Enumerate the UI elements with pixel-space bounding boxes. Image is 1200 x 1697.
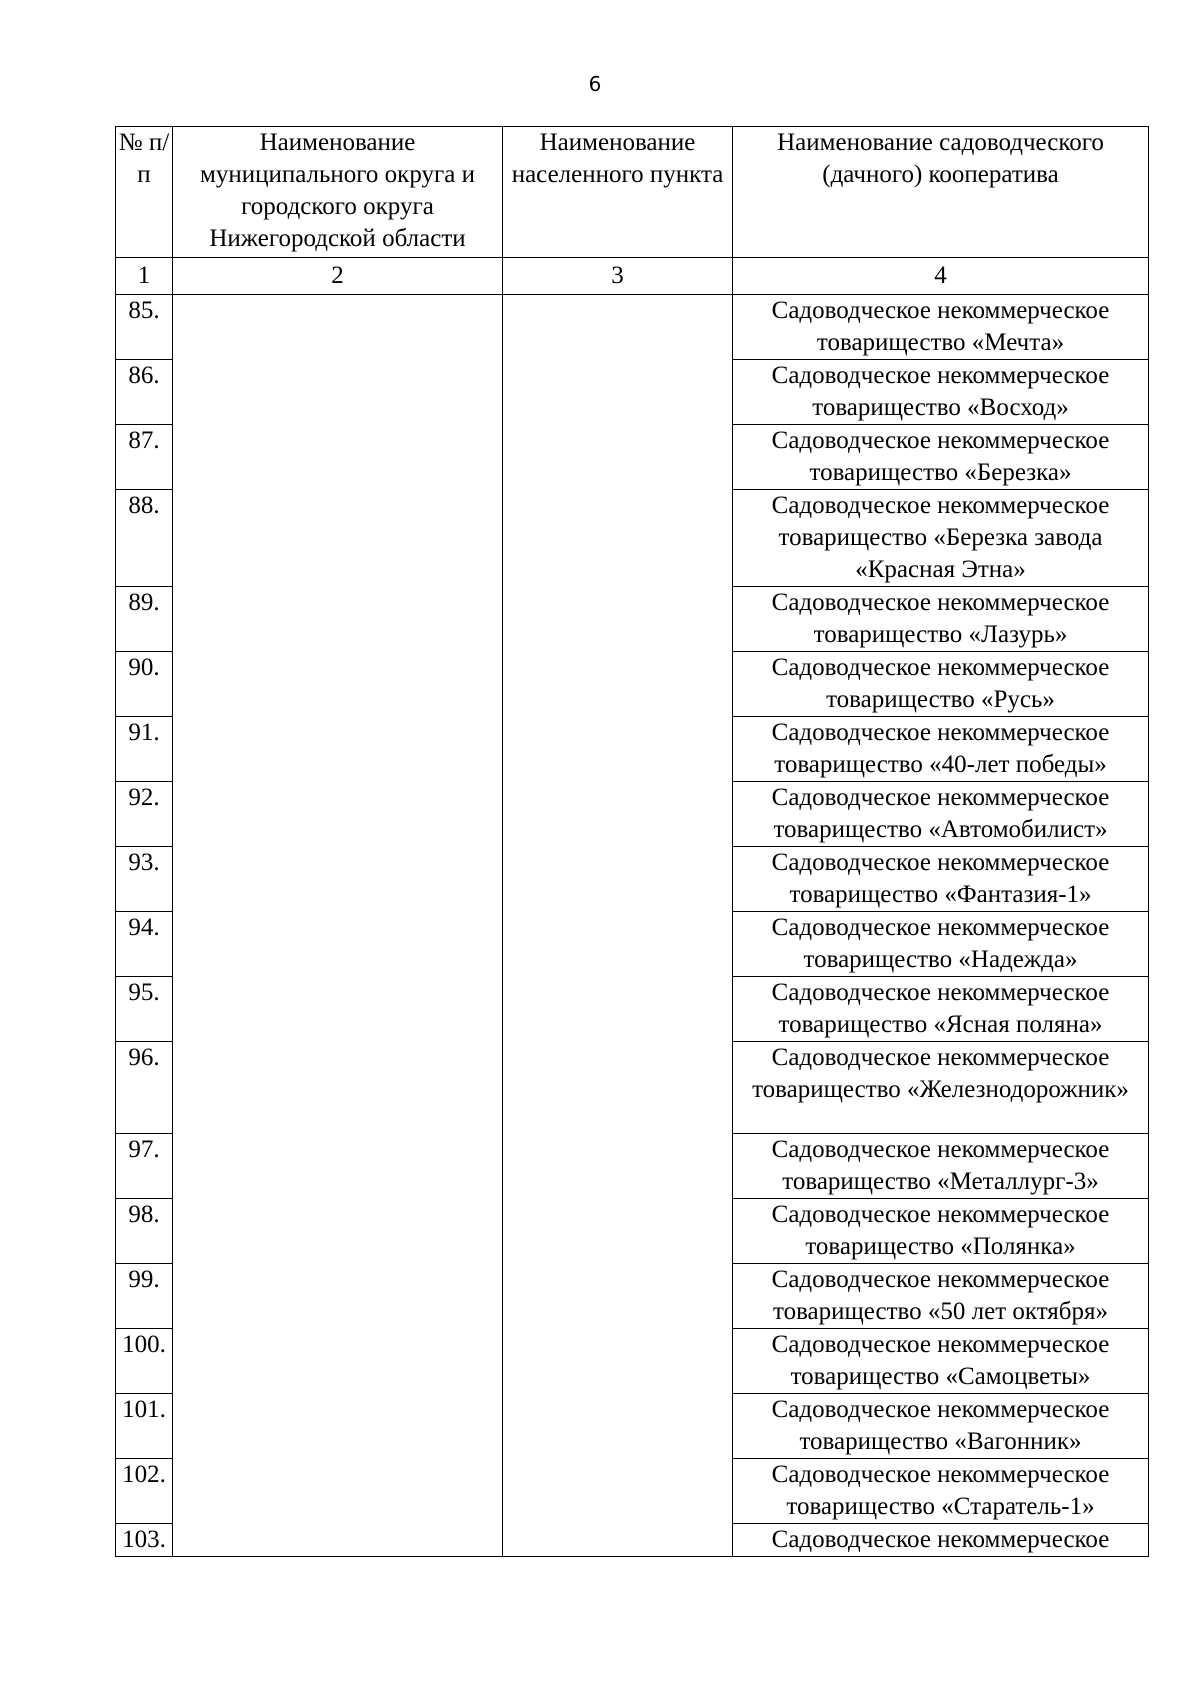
cooperative-name: Садоводческое некоммерческое товарищество «Лазурь» (733, 587, 1149, 652)
cooperative-name: Садоводческое некоммерческое товарищество «Металлург-3» (733, 1134, 1149, 1199)
row-number: 98. (116, 1199, 173, 1264)
cooperative-name: Садоводческое некоммерческое товарищество «Самоцветы» (733, 1329, 1149, 1394)
cooperative-name: Садоводческое некоммерческое товарищество «Мечта» (733, 295, 1149, 360)
cooperatives-table (115, 126, 1149, 1557)
cooperative-name: Садоводческое некоммерческое товарищество «Русь» (733, 652, 1149, 717)
cooperative-name: Садоводческое некоммерческое товарищество «Надежда» (733, 912, 1149, 977)
row-number: 88. (116, 490, 173, 587)
row-number: 102. (116, 1459, 173, 1524)
row-number: 99. (116, 1264, 173, 1329)
row-number: 103. (116, 1524, 173, 1557)
table-header-row (116, 127, 1149, 258)
cooperative-name: Садоводческое некоммерческое товарищество «Вагонник» (733, 1394, 1149, 1459)
header-settlement: Наименование населенного пункта (503, 127, 733, 258)
header-number: № п/п (116, 127, 173, 258)
row-number: 92. (116, 782, 173, 847)
cooperative-name: Садоводческое некоммерческое товарищество «Старатель-1» (733, 1459, 1149, 1524)
cooperative-name: Садоводческое некоммерческое (733, 1524, 1149, 1557)
header-cooperative: Наименование садоводческого (дачного) кооператива (733, 127, 1149, 258)
row-number: 95. (116, 977, 173, 1042)
row-number: 94. (116, 912, 173, 977)
cooperative-name: Садоводческое некоммерческое товарищество «Автомобилист» (733, 782, 1149, 847)
cooperative-name: Садоводческое некоммерческое товарищество «Березка завода «Красная Этна» (733, 490, 1149, 587)
table-row (116, 295, 1149, 360)
row-number: 101. (116, 1394, 173, 1459)
cooperative-name: Садоводческое некоммерческое товарищество «50 лет октября» (733, 1264, 1149, 1329)
column-number: 3 (503, 258, 733, 295)
cooperative-name: Садоводческое некоммерческое товарищество «Восход» (733, 360, 1149, 425)
row-number: 89. (116, 587, 173, 652)
cooperative-name: Садоводческое некоммерческое товарищество «Березка» (733, 425, 1149, 490)
column-number: 4 (733, 258, 1149, 295)
cooperative-name: Садоводческое некоммерческое товарищество «Полянка» (733, 1199, 1149, 1264)
cooperative-name: Садоводческое некоммерческое товарищество «Ясная поляна» (733, 977, 1149, 1042)
column-number: 2 (173, 258, 503, 295)
row-number: 87. (116, 425, 173, 490)
settlement-cell (503, 295, 733, 1557)
cooperative-name: Садоводческое некоммерческое товарищество «40-лет победы» (733, 717, 1149, 782)
row-number: 91. (116, 717, 173, 782)
table-body (116, 295, 1149, 1557)
row-number: 96. (116, 1042, 173, 1134)
column-number-row (116, 258, 1149, 295)
row-number: 85. (116, 295, 173, 360)
row-number: 90. (116, 652, 173, 717)
row-number: 93. (116, 847, 173, 912)
row-number: 100. (116, 1329, 173, 1394)
page-number: 6 (588, 72, 602, 96)
district-cell (173, 295, 503, 1557)
header-district: Наименование муниципального округа и городского округа Нижегородской области (173, 127, 503, 258)
cooperative-name: Садоводческое некоммерческое товарищество «Железнодорожник» (733, 1042, 1149, 1134)
column-number: 1 (116, 258, 173, 295)
cooperative-name: Садоводческое некоммерческое товарищество «Фантазия-1» (733, 847, 1149, 912)
row-number: 86. (116, 360, 173, 425)
row-number: 97. (116, 1134, 173, 1199)
